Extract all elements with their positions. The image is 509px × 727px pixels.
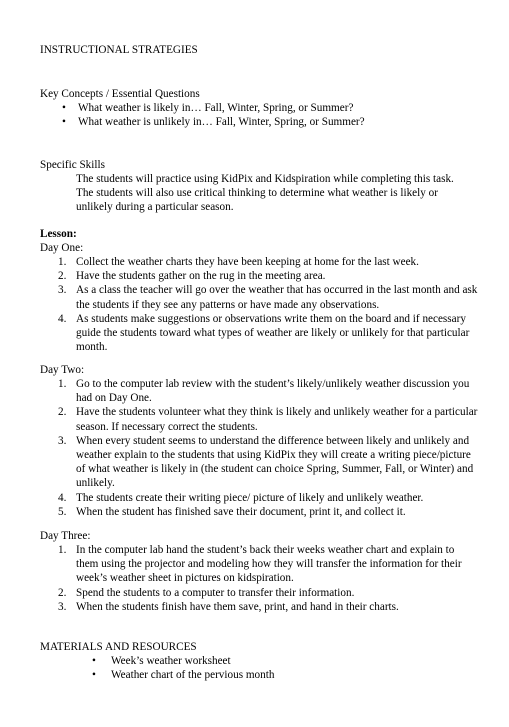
bullet-icon: • [92,655,96,667]
lesson-step: 2. Have the students gather on the rug in the meeting area. [58,270,326,283]
day-three-title: Day Three: [40,530,91,542]
lesson-step: 3. When the students finish have them save, print, and hand in their charts. [58,600,399,613]
lesson-step: 2. Spend the students to a computer to transfer their information. [58,586,355,599]
bullet-icon: • [92,669,96,682]
materials-list [92,654,492,682]
key-concept-item: • What weather is unlikely in… Fall, Winter, Spring, or Summer? [62,116,365,129]
lesson-step: 1. Collect the weather charts they have been keeping at home for the last week. [58,256,419,268]
lesson-heading: Lesson: [40,228,77,240]
lesson-step: 1. Go to the computer lab review with the student’s likely/unlikely weather discussion you had on Day One. [58,378,470,405]
key-concepts-list [62,101,492,129]
lesson-step: 3. As a class the teacher will go over the weather that has occurred in the last month and ask the students if they see any patterns or have made any observations. [58,284,478,311]
materials-heading: MATERIALS AND RESOURCES [40,641,197,653]
bullet-icon: • [62,116,66,129]
lesson-step: 5. When the student has finished save their document, print it, and collect it. [58,505,406,518]
instructional-strategies-heading: INSTRUCTIONAL STRATEGIES [40,44,198,56]
lesson-step: 4. The students create their writing piece/ picture of likely and unlikely weather. [58,491,424,504]
key-concepts-heading: Key Concepts / Essential Questions [40,88,200,100]
day-one-title: Day One: [40,242,84,254]
key-concept-item: • What weather is likely in… Fall, Winter, Spring, or Summer? [62,102,354,114]
materials-item: • Weather chart of the pervious month [92,669,275,682]
lesson-step: 3. When every student seems to understand the difference between likely and unlikely and weather explain to the students that using KidPix they will create a writing piece/picture of what weather is likely in (the student can choice Spring, Summer, Fall, or Winter) and unlikely. [58,434,474,490]
lesson-step: 2. Have the students volunteer what they think is likely and unlikely weather for a particular season. If necessary correct the students. [58,406,478,433]
day-one-steps [58,255,478,354]
bullet-icon: • [62,102,66,114]
day-three-steps [58,543,478,614]
materials-item: • Week’s weather worksheet [92,655,231,667]
specific-skills-heading: Specific Skills [40,159,105,171]
lesson-step: 1. In the computer lab hand the student’s back their weeks weather chart and explain to them using the projector and modeling how they will transfer the information for their week’s weather sheet in pictures on kidspiration. [58,544,462,585]
day-two-title: Day Two: [40,364,85,376]
specific-skills-body: The students will practice using KidPix and Kidspiration while completing this task. The students will also use critical thinking to determine what weather is likely or unlikely during a particular season. [76,173,454,214]
day-two-steps [58,377,478,519]
lesson-step: 4. As students make suggestions or observations write them on the board and if necessary guide the students toward what types of weather are likely or unlikely for that particular month. [58,312,470,354]
